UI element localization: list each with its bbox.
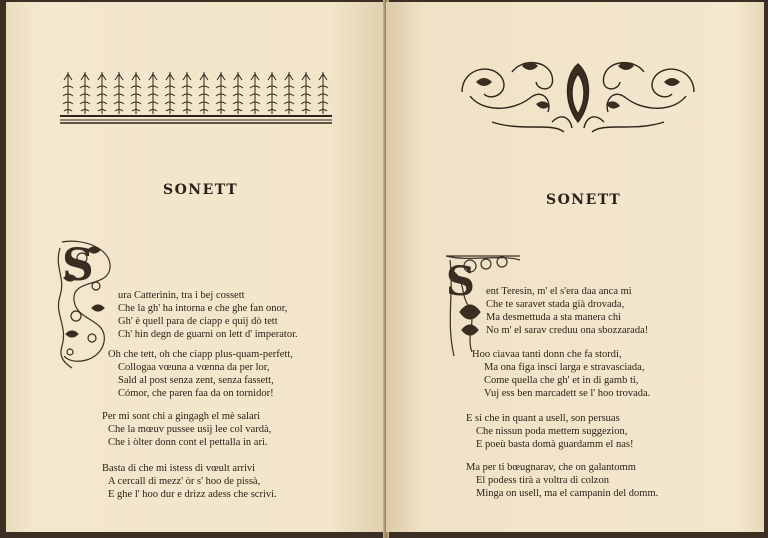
verse-line: Vuj ess ben marcadett se l' hoo trovada. [484,388,651,399]
verse-line: ent Teresin, m' el s'era daa anca mi [486,286,632,297]
verse-line: Cómor, che paren faa da on tornidor! [118,388,274,399]
stanza-1 [486,285,648,337]
page-title: SONETT [546,192,622,208]
verse-line: Che i òlter donn cont el pettalla in ari. [108,437,268,448]
verse-line: No m' el sarav creduu ona sbozzarada! [486,325,649,336]
verse-line: Collogaa vœuna a vœnna da per lor, [118,362,270,373]
verse-line: Che la mœuv pussee usij lee col vardà, [108,424,272,435]
stanza-4 [466,461,658,500]
verse-line: Che la gh' ha intorna e che ghe fan onor, [118,303,288,314]
verse-line: A cercall di mezz' òr s' hoo de pissà, [108,476,261,487]
page-title: SONETT [163,182,239,198]
left-page [6,2,386,532]
verse-line: E ghe l' hoo dur e drizz adess che scrivi. [108,489,277,500]
stanza-3 [102,410,271,449]
verse-line: Hoo ciavaa tanti donn che fa stordi, [472,349,622,360]
verse-line: Sald al post senza zent, senza fassett, [118,375,274,386]
verse-line: El podess tirà a voltra di colzon [476,475,609,486]
verse-line: Ch' hin degn de guarni on lett d' imperator. [118,329,298,340]
verse-line: Per mi sont chi a gingagh el mè salari [102,411,261,422]
verse-line: ura Catterinin, tra i bej cossett [118,290,245,301]
stanza-2 [108,348,293,400]
stanza-3 [466,412,633,451]
verse-line: Minga on usell, ma el campanin del domm. [476,488,659,499]
floral-headpiece-ornament [58,64,334,126]
dropcap-letter: S [62,240,94,291]
stanza-1 [118,289,298,341]
verse-line: Basta di che mi istess di vœult arrivi [102,463,256,474]
verse-line: E si che in quant a usell, son persuas [466,413,620,424]
stanza-2 [472,348,650,400]
verse-line: Che nissun poda mettem suggezion, [476,426,628,437]
stanza-4 [102,462,277,501]
verse-line: Che te saravet stada già drovada, [486,299,625,310]
verse-line: Ma desmettuda a sta manera chi [486,312,621,323]
right-page [386,2,764,532]
dropcap-letter: S [446,258,475,305]
verse-line: Ma ona figa insci larga e stravasciada, [484,362,645,373]
verse-line: E poeù basta domà guardamm el nas! [476,439,634,450]
verse-line: Gh' è quell para de ciapp e quij dò tett [118,316,278,327]
verse-line: Oh che tett, oh che ciapp plus-quam-perfett, [108,349,293,360]
verse-line: Ma per ti bœugnarav, che on galantomm [466,462,636,473]
verse-line: Come quella che gh' et in di gamb ti, [484,375,639,386]
acanthus-headpiece-ornament [452,52,704,136]
